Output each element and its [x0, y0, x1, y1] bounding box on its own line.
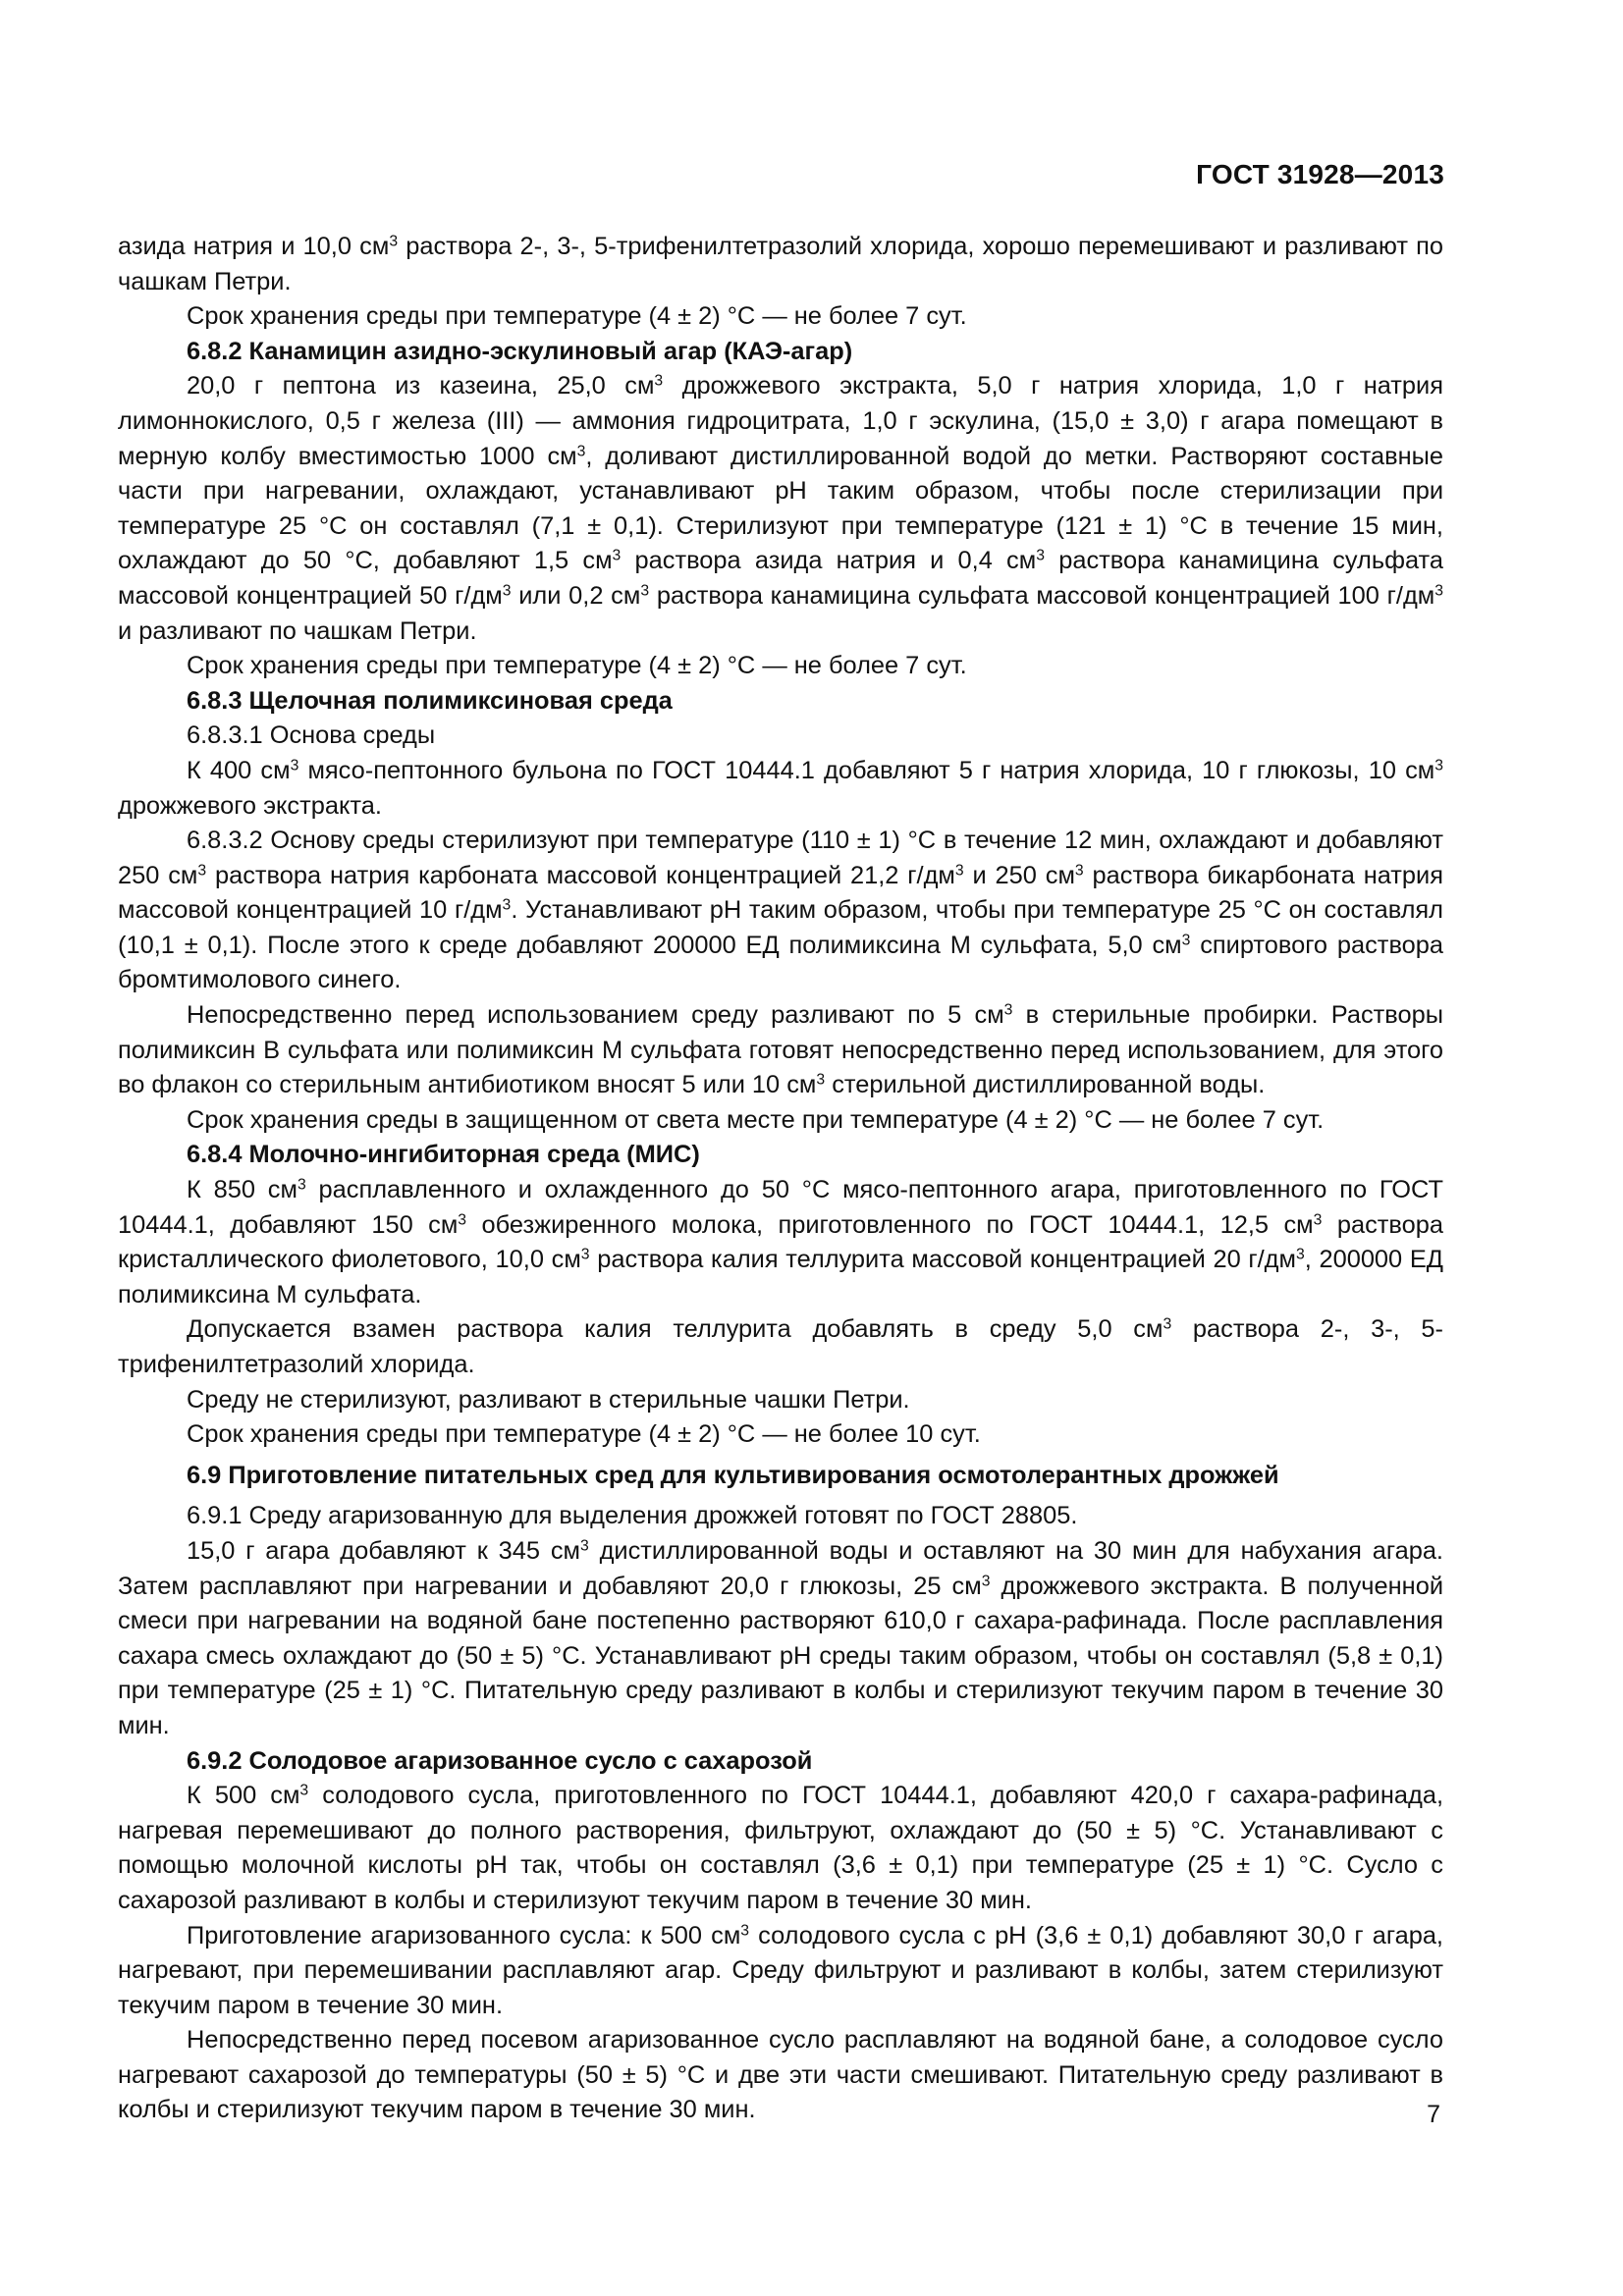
body-paragraph: Среду не стерилизуют, разливают в стерильные чашки Петри. — [187, 1385, 910, 1414]
body-paragraph: Непосредственно перед использованием среду разливают по 5 $см^3$ в стерильные пробирки. Растворы полимиксин В сульфата или полимиксин М сульфата готовят непосредственно перед использованием, для этого во флакон со стерильным антибиотиком вносят 5 или 10 $см^3$ стерильной дистиллированной воды. — [118, 1001, 1443, 1099]
section-heading: 6.8.4 Молочно-ингибиторная среда (МИС) — [187, 1141, 700, 1169]
body-paragraph: Непосредственно перед посевом агаризованное сусло расплавляют на водяной бане, а солодовое сусло нагревают сахарозой до температуры (50 ± 5) °С и две эти части смешивают. Питательную среду разливают в колбы и стерилизуют текучим паром в течение 30 мин. — [118, 2026, 1443, 2124]
body-paragraph: Срок хранения среды при температуре (4 ± 2) °С — не более 10 сут. — [187, 1420, 981, 1449]
body-paragraph: 15,0 г агара добавляют к 345 $см^3$ дистиллированной воды и оставляют на 30 мин для набухания агара. Затем расплавляют при нагревании и добавляют 20,0 г глюкозы, 25 $см^3$ дрожжевого экстракта. В полученной смеси при нагревании на водяной бане постепенно растворяют 610,0 г сахара-рафинада. После расплавления сахара смесь охлаждают до (50 ± 5) °С. Устанавливают рН среды таким образом, чтобы он составлял (5,8 ± 0,1) при температуре (25 ± 1) °С. Питательную среду разливают в колбы и стерилизуют текучим паром в течение 30 мин. — [118, 1536, 1444, 1739]
body-paragraph: Допускается взамен раствора калия теллурита добавлять в среду 5,0 $см^3$ раствора 2-, 3-, 5-трифенилтетразолий хлорида. — [118, 1315, 1443, 1378]
section-heading: 6.8.3 Щелочная полимиксиновая среда — [187, 686, 673, 715]
section-heading: 6.9 Приготовление питательных сред для культивирования осмотолерантных дрожжей — [187, 1461, 1279, 1489]
body-paragraph: Срок хранения среды в защищенном от света месте при температуре (4 ± 2) °С — не более 7 сут. — [187, 1105, 1325, 1134]
body-paragraph: 6.8.3.2 Основу среды стерилизуют при температуре (110 ± 1) °С в течение 12 мин, охлаждают и добавляют 250 $см^3$ раствора натрия карбоната массовой концентрацией 21,2 $г/дм^3$ и 250 $см^3$ раствора бикарбоната натрия массовой концентрацией 10 $г/дм^3$. Устанавливают рН таким образом, чтобы при температуре 25 °С он составлял (10,1 ± 0,1). После этого к среде добавляют 200000 ЕД полимиксина М сульфата, 5,0 $см^3$ спиртового раствора бромтимолового синего. — [118, 827, 1444, 994]
body-paragraph: К 400 $см^3$ мясо-пептонного бульона по ГОСТ 10444.1 добавляют 5 г натрия хлорида, 10 г глюкозы, 10 $см^3$ дрожжевого экстракта. — [118, 756, 1444, 820]
section-heading: 6.9.2 Солодовое агаризованное сусло с сахарозой — [187, 1746, 813, 1775]
document-header-standard-id: ГОСТ 31928—2013 — [1196, 159, 1444, 189]
body-paragraph: 6.9.1 Среду агаризованную для выделения дрожжей готовят по ГОСТ 28805. — [187, 1502, 1078, 1530]
body-paragraph: 6.8.3.1 Основа среды — [187, 721, 436, 750]
body-paragraph: 20,0 г пептона из казеина, 25,0 $см^3$ дрожжевого экстракта, 5,0 г натрия хлорида, 1,0 г натрия лимоннокислого, 0,5 г железа (III) — аммония гидроцитрата, 1,0 г эскулина, (15,0 ± 3,0) г агара помещают в мерную колбу вместимостью 1000 $см^3$, доливают дистиллированной водой до метки. Растворяют составные части при нагревании, охлаждают, устанавливают рН таким образом, чтобы после стерилизации при температуре 25 °С он составлял (7,1 ± 0,1). Стерилизуют при температуре (121 ± 1) °С в течение 15 мин, охлаждают до 50 °С, добавляют 1,5 $см^3$ раствора азида натрия и 0,4 $см^3$ раствора канамицина сульфата массовой концентрацией 50 $г/дм^3$ или 0,2 $см^3$ раствора канамицина сульфата массовой концентрацией 100 $г/дм^3$ и разливают по чашкам Петри. — [118, 372, 1443, 645]
body-paragraph: Срок хранения среды при температуре (4 ± 2) °С — не более 7 сут. — [187, 302, 967, 331]
document-body — [118, 230, 1443, 2128]
section-heading: 6.8.2 Канамицин азидно-эскулиновый агар (КАЭ-агар) — [187, 337, 853, 365]
body-paragraph: К 850 $см^3$ расплавленного и охлажденного до 50 °С мясо-пептонного агара, приготовленного по ГОСТ 10444.1, добавляют 150 $см^3$ обезжиренного молока, приготовленного по ГОСТ 10444.1, 12,5 $см^3$ раствора кристаллического фиолетового, 10,0 $см^3$ раствора калия теллурита массовой концентрацией 20 $г/дм^3$, 200000 ЕД полимиксина М сульфата. — [118, 1176, 1443, 1308]
body-paragraph: Срок хранения среды при температуре (4 ± 2) °С — не более 7 сут. — [187, 652, 967, 680]
page-number: 7 — [1427, 2101, 1440, 2128]
body-paragraph: К 500 $см^3$ солодового сусла, приготовленного по ГОСТ 10444.1, добавляют 420,0 г сахара-рафинада, нагревая перемешивают до полного растворения, фильтруют, охлаждают до (50 ± 5) °С. Устанавливают с помощью молочной кислоты рН так, чтобы он составлял (3,6 ± 0,1) при температуре (25 ± 1) °С. Сусло с сахарозой разливают в колбы и стерилизуют текучим паром в течение 30 мин. — [118, 1782, 1443, 1914]
body-paragraph: азида натрия и 10,0 $см^3$ раствора 2-, 3-, 5-трифенилтетразолий хлорида, хорошо перемешивают и разливают по чашкам Петри. — [118, 233, 1443, 295]
body-paragraph: Приготовление агаризованного сусла: к 500 $см^3$ солодового сусла с рН (3,6 ± 0,1) добавляют 30,0 г агара, нагревают, при перемешивании расплавляют агар. Среду фильтруют и разливают в колбы, затем стерилизуют текучим паром в течение 30 мин. — [118, 1921, 1443, 2019]
